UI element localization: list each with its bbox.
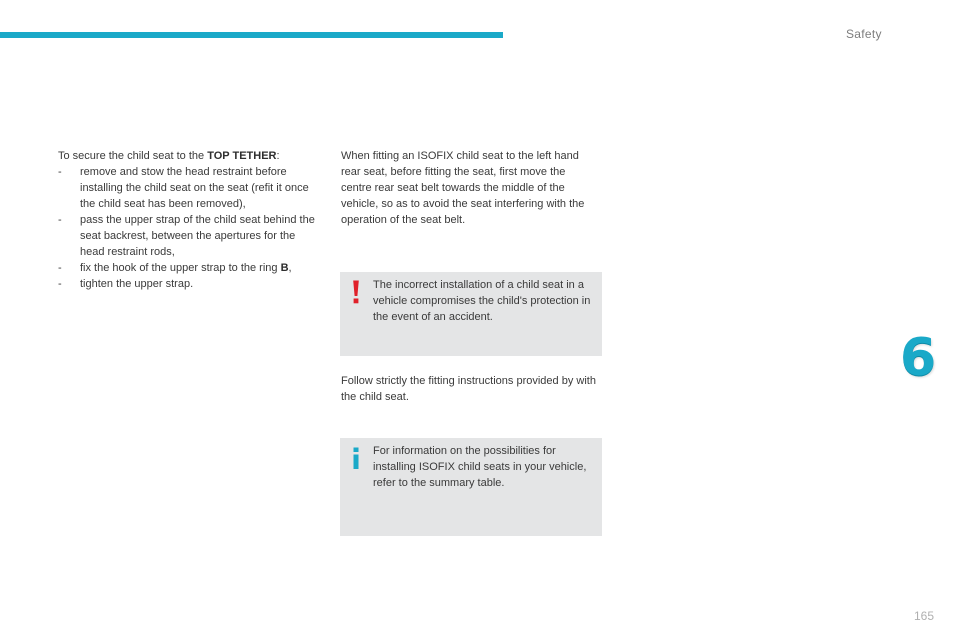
step-item xyxy=(58,260,320,276)
header-accent-bar xyxy=(0,32,503,38)
top-tether-steps xyxy=(58,164,320,292)
top-tether-term: TOP TETHER xyxy=(207,150,277,162)
step-dash: - xyxy=(58,166,62,178)
info-notice xyxy=(340,438,602,536)
step-item xyxy=(58,276,320,292)
step-dash: - xyxy=(58,262,62,274)
left-column xyxy=(58,148,320,292)
info-text: For information on the possibilities for installing ISOFIX child seats in your vehicle, refer to the summary table. xyxy=(373,445,587,489)
intro-prefix: To secure the child seat to the xyxy=(58,150,208,162)
top-tether-intro xyxy=(58,148,320,164)
warning-notice xyxy=(340,272,602,356)
step-dash: - xyxy=(58,278,62,290)
step-text-suffix: , xyxy=(288,262,292,274)
step-text: pass the upper strap of the child seat behind the seat backrest, between the apertures for the head restraint rods, xyxy=(80,214,315,258)
step-text: tighten the upper strap. xyxy=(80,278,194,290)
step-text-prefix: fix the hook of the upper strap to the ring xyxy=(80,262,281,274)
step-item xyxy=(58,212,320,260)
warning-exclamation-icon xyxy=(349,279,363,305)
warning-text: The incorrect installation of a child seat in a vehicle compromises the child's protection in the event of an accident. xyxy=(373,279,591,323)
step-dash: - xyxy=(58,214,62,226)
ring-label: B xyxy=(280,262,289,274)
step-item xyxy=(58,164,320,212)
isofix-paragraph: When fitting an ISOFIX child seat to the left hand rear seat, before fitting the seat, first move the centre rear seat belt towards the middle of the vehicle, so as to avoid the seat interfering with the operation of the seat belt. xyxy=(341,150,585,226)
intro-suffix: : xyxy=(276,150,280,162)
info-icon xyxy=(349,445,363,471)
follow-instructions-paragraph: Follow strictly the fitting instructions provided by with the child seat. xyxy=(341,375,596,403)
step-text: remove and stow the head restraint before installing the child seat on the seat (refit it once the child seat has been removed), xyxy=(80,166,309,210)
right-column xyxy=(341,148,599,228)
section-title: Safety xyxy=(846,27,882,41)
page-number: 165 xyxy=(914,609,935,623)
chapter-number: 6 xyxy=(900,328,937,388)
